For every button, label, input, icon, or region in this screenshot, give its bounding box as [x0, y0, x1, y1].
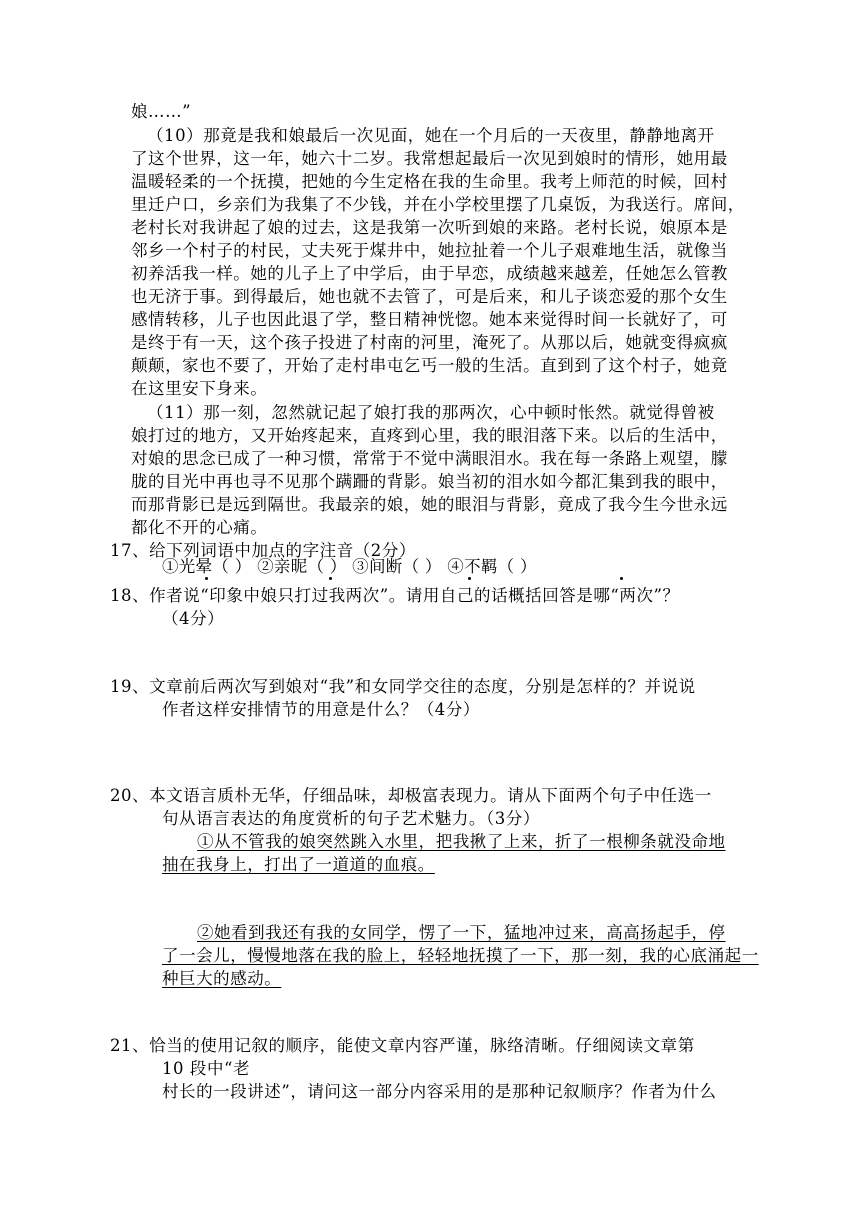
q18-line: 18、作者说“印象中娘只打过我两次”。请用自己的话概括回答是哪“两次”？ [110, 586, 680, 605]
p10-line: 是终于有一天，这个孩子投进了村南的河里，淹死了。从那以后，她就变得疯疯 [131, 333, 728, 352]
q20-sentence-2: ②她看到我还有我的女同学，愣了一下，猛地冲过来，高高扬起手，停 [197, 923, 726, 942]
emphasis-dot [620, 577, 623, 580]
q21-line: 21、恰当的使用记叙的顺序，能使文章内容严谨，脉络清晰。仔细阅读文章第 [110, 1036, 695, 1055]
p10-line: 颠颠，家也不要了，开始了走村串屯乞丐一般的生活。直到到了这个村子，她竟 [131, 356, 728, 375]
q20-line: 20、本文语言质朴无华，仔细品味，却极富表现力。请从下面两个句子中任选一 [110, 786, 712, 805]
p10-line: 温暖轻柔的一个抚摸，把她的今生定格在我的生命里。我考上师范的时候，回村 [131, 172, 728, 191]
p10-line: 也无济于事。到得最后，她也就不去管了，可是后来，和儿子谈恋爱的那个女生 [131, 287, 728, 306]
story-top-line: 娘……” [131, 102, 192, 121]
q21-line: 村长的一段讲述”，请问这一部分内容采用的是那种记叙顺序？作者为什么 [162, 1082, 717, 1101]
p11-line: 胧的目光中再也寻不见那个蹒跚的背影。娘当初的泪水如今都汇集到我的眼中， [131, 472, 728, 491]
q20-sentence-1: 抽在我身上，打出了一道道的血痕。 [162, 855, 435, 874]
p10-line: 在这里安下身来。 [131, 379, 268, 398]
q20-sentence-1: ①从不管我的娘突然跳入水里，把我揪了上来，折了一根柳条就没命地 [197, 832, 726, 851]
emphasis-dot [329, 577, 332, 580]
p10-line: 里迁户口，乡亲们为我集了不少钱，并在小学校里摆了几桌饭，为我送行。席间， [131, 195, 745, 214]
p10-line: （10）那竟是我和娘最后一次见面，她在一个月后的一天夜里，静静地离开 [147, 126, 715, 145]
p11-line: 娘打过的地方，又开始疼起来，直疼到心里，我的眼泪落下来。以后的生活中， [131, 426, 728, 445]
emphasis-dot [468, 577, 471, 580]
q18-line: （4分） [162, 609, 225, 628]
p10-line: 邻乡一个村子的村民，丈夫死于煤井中，她拉扯着一个儿子艰难地生活，就像当 [131, 241, 728, 260]
q20-sentence-2: 了一会儿，慢慢地落在我的脸上，轻轻地抚摸了一下，那一刻，我的心底涌起一 [162, 946, 759, 965]
emphasis-dot [205, 577, 208, 580]
p11-line: （11）那一刻，忽然就记起了娘打我的那两次，心中顿时怅然。就觉得曾被 [147, 403, 715, 422]
p10-line: 了这个世界，这一年，她六十二岁。我常想起最后一次见到娘时的情形，她用最 [131, 149, 728, 168]
q19-line: 作者这样安排情节的用意是什么？（4分） [162, 700, 480, 719]
q20-sentence-2: 种巨大的感动。 [162, 969, 282, 988]
q19-line: 19、文章前后两次写到娘对“我”和女同学交往的态度，分别是怎样的？并说说 [110, 677, 696, 696]
p11-line: 而那背影已是远到隔世。我最亲的娘，她的眼泪与背影，竟成了我今生今世永远 [131, 495, 728, 514]
p10-line: 初养活我一样。她的儿子上了中学后，由于早恋，成绩越来越差，任她怎么管教 [131, 264, 728, 283]
p10-line: 老村长对我讲起了娘的过去，这是我第一次听到娘的来路。老村长说，娘原本是 [131, 218, 728, 237]
q21-line: 10 段中“老 [162, 1059, 251, 1078]
q20-line: 句从语言表达的角度赏析的句子艺术魅力。（3分） [162, 809, 540, 828]
p10-line: 感情转移，儿子也因此退了学，整日精神恍惚。她本来觉得时间一长就好了，可 [131, 310, 728, 329]
p11-line: 都化不开的心痛。 [131, 518, 268, 537]
q17-items: ①光晕（ ） ②亲昵（ ） ③间断（ ） ④不羁（ ） [162, 557, 537, 576]
p11-line: 对娘的思念已成了一种习惯，常常于不觉中满眼泪水。我在每一条路上观望，朦 [131, 449, 728, 468]
q17-stem: 17、给下列词语中加点的字注音（2分） [110, 541, 416, 560]
